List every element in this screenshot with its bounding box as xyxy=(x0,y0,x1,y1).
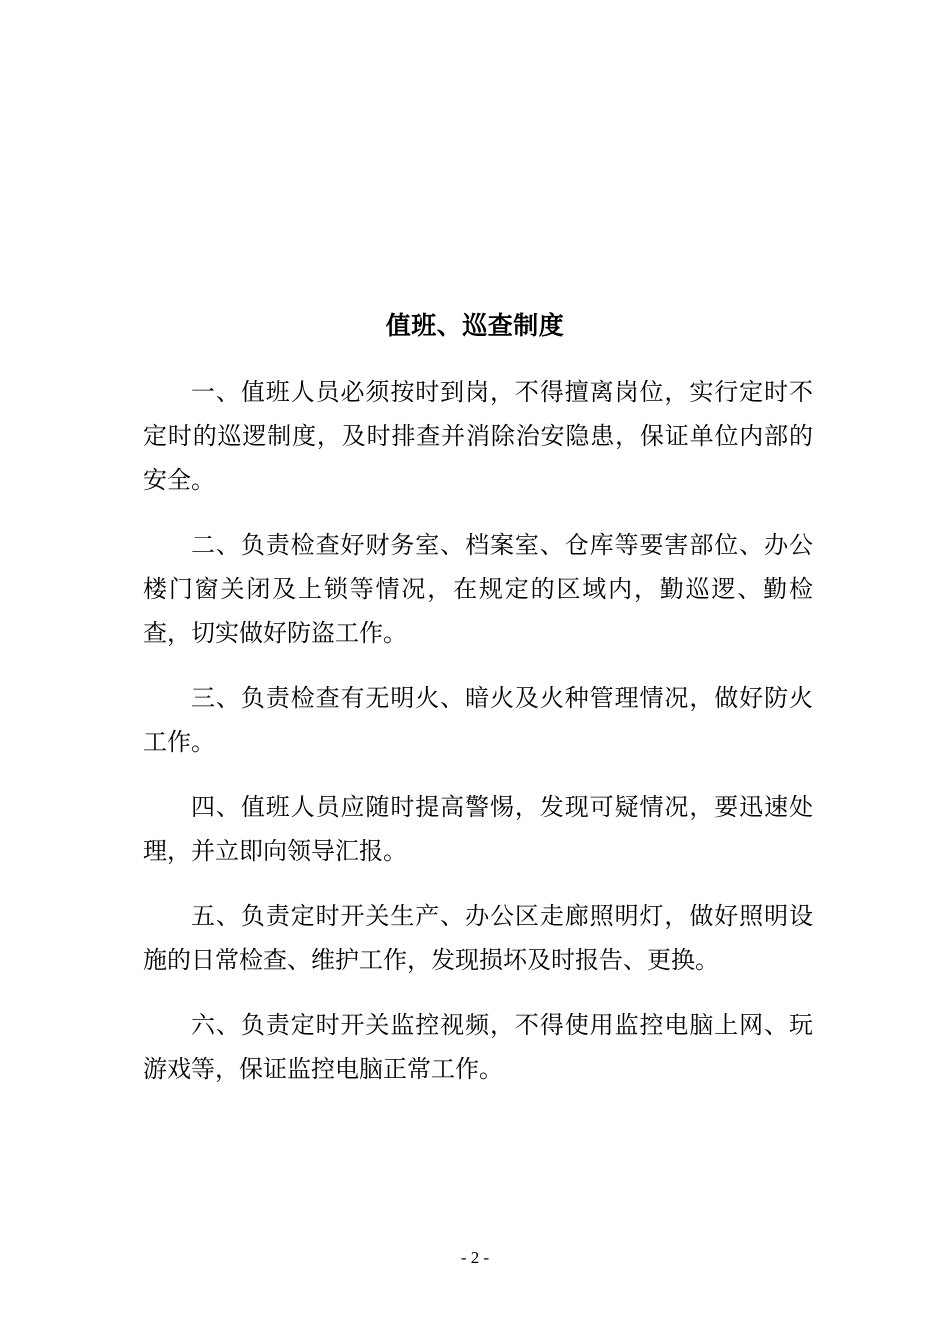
paragraph-2: 二、负责检查好财务室、档案室、仓库等要害部位、办公楼门窗关闭及上锁等情况，在规定的区域内，勤巡逻、勤检查，切实做好防盗工作。 xyxy=(143,531,813,647)
paragraph-6: 六、负责定时开关监控视频，不得使用监控电脑上网、玩游戏等，保证监控电脑正常工作。 xyxy=(143,1011,813,1083)
paragraph-3: 三、负责检查有无明火、暗火及火种管理情况，做好防火工作。 xyxy=(143,684,813,756)
document-body xyxy=(143,370,813,1112)
page-number: - 2 - xyxy=(460,1248,490,1267)
document-title: 值班、巡查制度 xyxy=(385,311,565,340)
paragraph-4: 四、值班人员应随时提高警惕，发现可疑情况，要迅速处理，并立即向领导汇报。 xyxy=(143,793,813,865)
paragraph-1: 一、值班人员必须按时到岗，不得擅离岗位，实行定时不定时的巡逻制度，及时排查并消除治安隐患，保证单位内部的安全。 xyxy=(143,378,813,494)
paragraph-5: 五、负责定时开关生产、办公区走廊照明灯，做好照明设施的日常检查、维护工作，发现损坏及时报告、更换。 xyxy=(143,902,813,974)
